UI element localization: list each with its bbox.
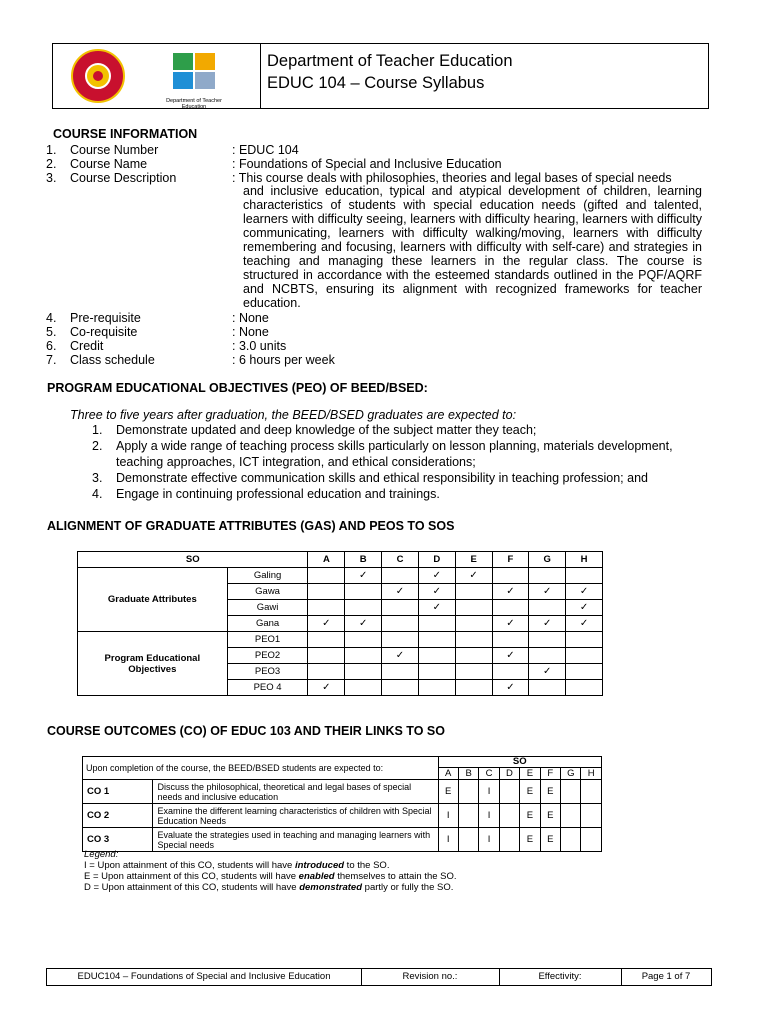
- alignment-heading: ALIGNMENT OF GRADUATE ATTRIBUTES (GAS) AND PEOS TO SOS: [47, 519, 455, 533]
- footer-course-name: EDUC104 – Foundations of Special and Inclusive Education: [47, 969, 362, 985]
- so-column-header: G: [529, 552, 566, 568]
- co-code: CO 2: [83, 804, 153, 828]
- check-cell: [529, 648, 566, 664]
- so-column-header: F: [492, 552, 529, 568]
- check-cell: [308, 648, 345, 664]
- course-info-row: [46, 353, 706, 367]
- check-cell: [382, 600, 419, 616]
- course-info-label: Course Description: [70, 171, 177, 185]
- check-cell: [455, 616, 492, 632]
- check-cell: [308, 600, 345, 616]
- so-level-cell: [458, 780, 478, 804]
- check-cell: [418, 616, 455, 632]
- check-cell: [529, 568, 566, 584]
- check-cell: [455, 632, 492, 648]
- check-cell: [455, 648, 492, 664]
- check-cell: ✓: [566, 584, 603, 600]
- course-outcomes-table: [82, 756, 602, 852]
- so-column-header: D: [418, 552, 455, 568]
- so-column-header: C: [479, 768, 499, 780]
- check-cell: ✓: [492, 648, 529, 664]
- check-cell: [492, 632, 529, 648]
- check-cell: ✓: [529, 664, 566, 680]
- course-info-label: Course Number: [70, 143, 159, 157]
- check-cell: ✓: [418, 584, 455, 600]
- check-cell: [529, 632, 566, 648]
- course-info-number: 4.: [46, 311, 57, 325]
- co-code: CO 1: [83, 780, 153, 804]
- co-row: [83, 780, 602, 804]
- legend: [84, 849, 457, 893]
- check-cell: ✓: [492, 616, 529, 632]
- check-cell: ✓: [382, 648, 419, 664]
- check-cell: ✓: [529, 616, 566, 632]
- so-level-cell: E: [540, 804, 560, 828]
- so-level-cell: E: [520, 804, 540, 828]
- row-label: Galing: [227, 568, 308, 584]
- check-cell: [492, 568, 529, 584]
- check-cell: [418, 648, 455, 664]
- check-cell: [455, 600, 492, 616]
- page-footer: [46, 968, 712, 986]
- so-level-cell: [499, 804, 519, 828]
- peo-item-text: Demonstrate effective communication skills and ethical responsibility in teaching profession; and: [116, 471, 648, 485]
- peo-item-number: 4.: [92, 487, 103, 501]
- course-info-number: 1.: [46, 143, 57, 157]
- course-info-value: : Foundations of Special and Inclusive Education: [232, 157, 502, 171]
- alignment-row: [78, 568, 603, 584]
- check-cell: [455, 680, 492, 696]
- so-column-header: H: [581, 768, 602, 780]
- peo-item-number: 1.: [92, 423, 103, 437]
- row-label: PEO2: [227, 648, 308, 664]
- check-cell: [382, 616, 419, 632]
- so-level-cell: E: [520, 828, 540, 852]
- alignment-table: [77, 551, 603, 696]
- so-level-cell: [458, 828, 478, 852]
- peo-item-text: Apply a wide range of teaching process skills particularly on lesson planning, materials development, teaching approaches, ICT integration, and ethical considerations;: [116, 439, 673, 469]
- course-info-number: 6.: [46, 339, 57, 353]
- course-info-row: [46, 325, 706, 339]
- check-cell: [418, 664, 455, 680]
- group-label: Graduate Attributes: [78, 568, 228, 632]
- row-label: PEO3: [227, 664, 308, 680]
- so-level-cell: [499, 828, 519, 852]
- check-cell: [382, 568, 419, 584]
- so-column-header: B: [345, 552, 382, 568]
- footer-page-number: Page 1 of 7: [641, 971, 691, 982]
- legend-item: [84, 871, 457, 882]
- so-level-cell: [561, 804, 581, 828]
- course-info-row: [46, 171, 706, 185]
- department-logo: [173, 53, 215, 89]
- legend-text: D = Upon attainment of this CO, students will have: [84, 882, 300, 893]
- logo-area: [53, 44, 261, 108]
- so-column-header: F: [540, 768, 560, 780]
- co-description: Examine the different learning characteristics of children with Special Education Needs: [153, 804, 438, 828]
- so-level-cell: I: [438, 804, 458, 828]
- so-level-cell: [458, 804, 478, 828]
- legend-text: partly or fully the SO.: [362, 882, 454, 893]
- course-info-row: [46, 311, 706, 325]
- check-cell: [345, 664, 382, 680]
- check-cell: ✓: [382, 584, 419, 600]
- course-info-value: : None: [232, 311, 269, 325]
- so-level-cell: I: [479, 828, 499, 852]
- check-cell: [345, 600, 382, 616]
- so-level-cell: I: [479, 804, 499, 828]
- peo-item-text: Demonstrate updated and deep knowledge of the subject matter they teach;: [116, 423, 537, 437]
- check-cell: [566, 568, 603, 584]
- so-level-cell: E: [438, 780, 458, 804]
- check-cell: [566, 680, 603, 696]
- check-cell: [529, 680, 566, 696]
- so-column-header: H: [566, 552, 603, 568]
- check-cell: ✓: [418, 568, 455, 584]
- legend-item: [84, 860, 457, 871]
- peo-intro: Three to five years after graduation, the BEED/BSED graduates are expected to:: [70, 408, 517, 422]
- check-cell: [308, 568, 345, 584]
- course-info-row: [46, 157, 706, 171]
- check-cell: [455, 584, 492, 600]
- so-column-header: C: [382, 552, 419, 568]
- legend-emphasis: demonstrated: [299, 882, 363, 893]
- course-info-label: Class schedule: [70, 353, 155, 367]
- check-cell: [382, 664, 419, 680]
- course-info-label: Credit: [70, 339, 104, 353]
- course-info-label: Course Name: [70, 157, 148, 171]
- co-code: CO 3: [83, 828, 153, 852]
- so-column-header: G: [561, 768, 581, 780]
- header-title-line2: EDUC 104 – Course Syllabus: [267, 74, 485, 92]
- check-cell: ✓: [308, 616, 345, 632]
- peo-heading: PROGRAM EDUCATIONAL OBJECTIVES (PEO) OF BEED/BSED:: [47, 381, 428, 395]
- check-cell: ✓: [418, 600, 455, 616]
- check-cell: ✓: [308, 680, 345, 696]
- row-label: PEO1: [227, 632, 308, 648]
- so-level-cell: [581, 780, 602, 804]
- so-column-header: B: [458, 768, 478, 780]
- co-description: Evaluate the strategies used in teaching and managing learners with Special needs: [153, 828, 438, 852]
- so-level-cell: [561, 780, 581, 804]
- legend-title: Legend:: [84, 849, 119, 860]
- row-label: Gawa: [227, 584, 308, 600]
- so-column-header: A: [438, 768, 458, 780]
- check-cell: ✓: [529, 584, 566, 600]
- legend-text: I = Upon attainment of this CO, students will have: [84, 860, 295, 871]
- check-cell: ✓: [566, 616, 603, 632]
- check-cell: [382, 680, 419, 696]
- check-cell: ✓: [345, 616, 382, 632]
- check-cell: [308, 664, 345, 680]
- so-level-cell: [581, 828, 602, 852]
- so-level-cell: E: [540, 780, 560, 804]
- check-cell: [345, 632, 382, 648]
- course-outcomes-heading: COURSE OUTCOMES (CO) OF EDUC 103 AND THEIR LINKS TO SO: [47, 724, 445, 738]
- check-cell: ✓: [492, 680, 529, 696]
- co-description: Discuss the philosophical, theoretical and legal bases of special needs and inclusive education: [153, 780, 438, 804]
- check-cell: [345, 648, 382, 664]
- row-label: Gana: [227, 616, 308, 632]
- check-cell: [492, 600, 529, 616]
- check-cell: [492, 664, 529, 680]
- so-column-header: A: [308, 552, 345, 568]
- course-info-number: 2.: [46, 157, 57, 171]
- so-level-cell: [499, 780, 519, 804]
- check-cell: [382, 632, 419, 648]
- footer-effectivity: Effectivity:: [499, 969, 622, 985]
- check-cell: ✓: [492, 584, 529, 600]
- course-info-heading: COURSE INFORMATION: [53, 127, 198, 141]
- legend-emphasis: enabled: [298, 871, 335, 882]
- check-cell: ✓: [455, 568, 492, 584]
- header-title-line1: Department of Teacher Education: [267, 52, 513, 70]
- document-header: [52, 43, 709, 109]
- check-cell: ✓: [345, 568, 382, 584]
- legend-item: [84, 882, 457, 893]
- peo-item-number: 2.: [92, 439, 103, 453]
- course-info-value: : None: [232, 325, 269, 339]
- check-cell: [418, 632, 455, 648]
- so-level-cell: I: [479, 780, 499, 804]
- row-label: PEO 4: [227, 680, 308, 696]
- course-info-number: 3.: [46, 171, 57, 185]
- alignment-row: [78, 632, 603, 648]
- check-cell: [308, 632, 345, 648]
- so-column-header: E: [520, 768, 540, 780]
- check-cell: [566, 632, 603, 648]
- check-cell: [455, 664, 492, 680]
- peo-item-number: 3.: [92, 471, 103, 485]
- co-row: [83, 828, 602, 852]
- legend-text: E = Upon attainment of this CO, students will have: [84, 871, 299, 882]
- so-header-cell: SO: [78, 552, 308, 568]
- department-logo-caption: Department of Teacher Education: [166, 98, 222, 110]
- so-level-cell: I: [438, 828, 458, 852]
- check-cell: [566, 664, 603, 680]
- legend-text: themselves to attain the SO.: [334, 871, 457, 882]
- course-info-value: : This course deals with philosophies, theories and legal bases of special needs: [232, 171, 672, 185]
- check-cell: [566, 648, 603, 664]
- footer-revision: Revision no.:: [361, 969, 500, 985]
- group-label: Program Educational Objectives: [78, 632, 228, 696]
- check-cell: [308, 584, 345, 600]
- legend-text: to the SO.: [344, 860, 390, 871]
- so-level-cell: [581, 804, 602, 828]
- check-cell: [345, 680, 382, 696]
- so-column-header: D: [499, 768, 519, 780]
- course-info-value: : 6 hours per week: [232, 353, 335, 367]
- course-info-label: Co-requisite: [70, 325, 138, 339]
- course-info-row: [46, 339, 706, 353]
- row-label: Gawi: [227, 600, 308, 616]
- legend-emphasis: introduced: [294, 860, 345, 871]
- course-info-row: [46, 143, 706, 157]
- so-level-cell: E: [540, 828, 560, 852]
- check-cell: [529, 600, 566, 616]
- so-header-cell: SO: [438, 757, 601, 768]
- so-level-cell: [561, 828, 581, 852]
- so-level-cell: E: [520, 780, 540, 804]
- so-column-header: E: [455, 552, 492, 568]
- course-info-number: 5.: [46, 325, 57, 339]
- course-info-label: Pre-requisite: [70, 311, 141, 325]
- university-seal-logo: [71, 49, 125, 103]
- course-info-number: 7.: [46, 353, 57, 367]
- course-info-value: : 3.0 units: [232, 339, 287, 353]
- check-cell: ✓: [566, 600, 603, 616]
- check-cell: [418, 680, 455, 696]
- co-row: [83, 804, 602, 828]
- peo-item-text: Engage in continuing professional education and trainings.: [116, 487, 440, 501]
- course-description-continuation: and inclusive education, typical and atypical development of children, learning characteristics of students with special education needs (gifted and talented, learners with difficulty seeing, learners with difficulty hearing, learners with difficulty communicating, learners with difficulty walking/moving, learners with difficulty remembering and focusing, learners with difficulty with self-care) and strategies in teaching and managing these learners in the regular class. The course is structured in accordance with the esteemed standards outlined in the PQF/AQRF and NCBTS, ensuring its alignment with recognized frameworks for teacher education.: [243, 184, 702, 310]
- check-cell: [345, 584, 382, 600]
- co-intro-cell: Upon completion of the course, the BEED/BSED students are expected to:: [83, 757, 439, 780]
- course-info-value: : EDUC 104: [232, 143, 299, 157]
